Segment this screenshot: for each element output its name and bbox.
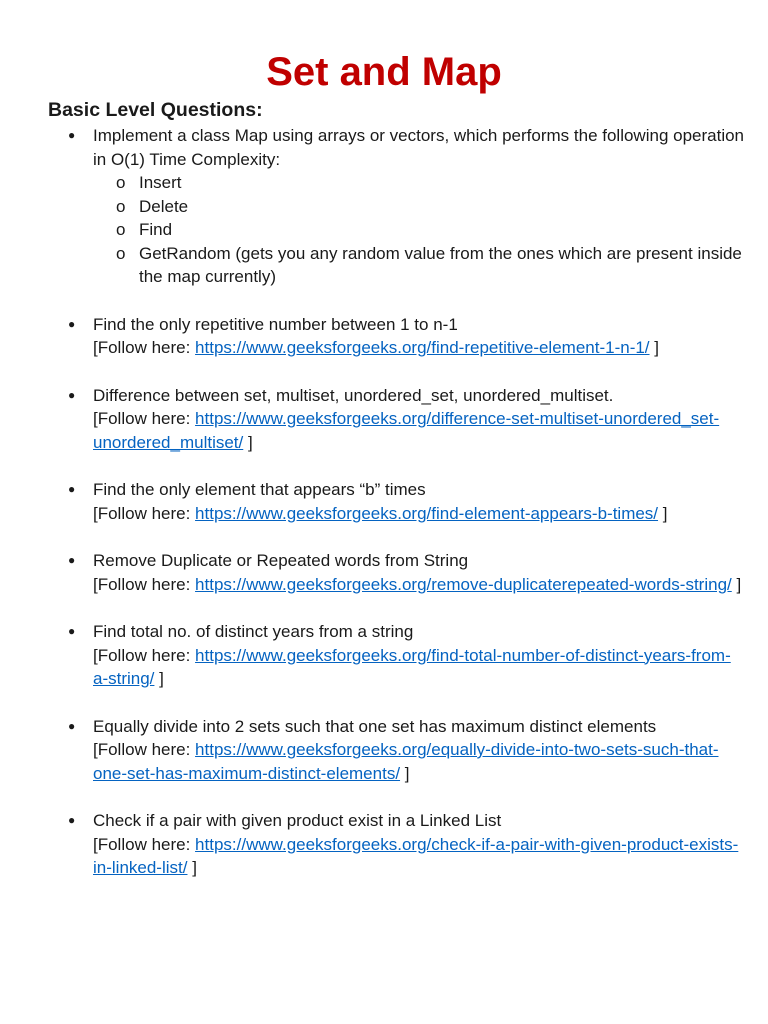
reference-link[interactable]: https://www.geeksforgeeks.org/difference-set-multiset-unordered_set-unordered_multiset/ [93, 409, 720, 452]
operation-item [116, 195, 744, 219]
question-list [64, 124, 744, 904]
follow-suffix: ] [154, 669, 164, 688]
operation-text: Find [139, 220, 173, 239]
question-text: Difference between set, multiset, unordered_set, unordered_multiset. [93, 385, 614, 405]
operation-text: GetRandom (gets you any random value from the ones which are present inside the map currently) [139, 243, 742, 286]
follow-prefix: [Follow here: [93, 409, 196, 428]
sub-bullet-icon: o [116, 173, 126, 192]
follow-suffix: ] [731, 574, 742, 594]
question-item [64, 384, 744, 455]
sub-bullet-icon: o [116, 220, 126, 239]
question-item [64, 549, 744, 596]
sub-bullet-icon: o [116, 196, 126, 216]
bullet-icon: ● [68, 813, 76, 827]
bullet-icon: ● [68, 624, 76, 638]
operation-item [116, 242, 744, 289]
question-item [64, 809, 744, 880]
sub-bullet-icon: o [116, 243, 126, 263]
bullet-icon: ● [68, 482, 76, 496]
question-item [64, 313, 744, 360]
operation-text: Delete [139, 196, 189, 216]
operation-text: Insert [139, 173, 182, 192]
question-text: Find the only element that appears “b” times [93, 480, 426, 499]
operation-item [116, 218, 744, 242]
operation-list [93, 171, 744, 289]
follow-prefix: [Follow here: [93, 574, 196, 594]
bullet-icon: ● [68, 316, 76, 331]
reference-link[interactable]: https://www.geeksforgeeks.org/find-total-number-of-distinct-years-from-a-string/ [93, 645, 731, 688]
question-text: Find the only repetitive number between 1 to n-1 [93, 314, 458, 334]
follow-prefix: [Follow here: [93, 338, 196, 357]
question-text: Equally divide into 2 sets such that one set has maximum distinct elements [93, 716, 657, 736]
section-heading: Basic Level Questions: [48, 99, 263, 121]
follow-prefix: [Follow here: [93, 834, 196, 854]
question-text: Implement a class Map using arrays or vectors, which performs the following operation in O(1) Time Complexity: [93, 126, 745, 169]
operation-item [116, 171, 744, 195]
bullet-icon: ● [68, 553, 76, 567]
page-title: Set and Map [266, 50, 502, 94]
follow-suffix: ] [658, 503, 668, 523]
question-item [64, 124, 744, 289]
question-item [64, 620, 744, 691]
follow-suffix: ] [243, 432, 253, 452]
reference-link[interactable]: https://www.geeksforgeeks.org/check-if-a-pair-with-given-product-exists-in-linked-list/ [93, 834, 739, 877]
question-text: Remove Duplicate or Repeated words from String [93, 551, 469, 570]
question-text: Check if a pair with given product exist in a Linked List [93, 811, 502, 830]
reference-link[interactable]: https://www.geeksforgeeks.org/find-element-appears-b-times/ [195, 503, 659, 523]
question-item [64, 478, 744, 525]
question-text: Find total no. of distinct years from a string [93, 622, 414, 641]
reference-link[interactable]: https://www.geeksforgeeks.org/equally-divide-into-two-sets-such-that-one-set-has-maximum-distinct-elements/ [93, 740, 719, 783]
follow-suffix: ] [187, 858, 197, 877]
reference-link[interactable]: https://www.geeksforgeeks.org/remove-duplicaterepeated-words-string/ [195, 574, 732, 594]
bullet-icon: ● [68, 718, 76, 733]
follow-suffix: ] [649, 338, 659, 357]
follow-prefix: [Follow here: [93, 740, 196, 759]
reference-link[interactable]: https://www.geeksforgeeks.org/find-repetitive-element-1-n-1/ [195, 338, 650, 357]
bullet-icon: ● [68, 128, 76, 142]
bullet-icon: ● [68, 387, 76, 402]
question-item [64, 715, 744, 786]
follow-suffix: ] [400, 763, 410, 783]
follow-prefix: [Follow here: [93, 645, 196, 665]
follow-prefix: [Follow here: [93, 503, 196, 523]
